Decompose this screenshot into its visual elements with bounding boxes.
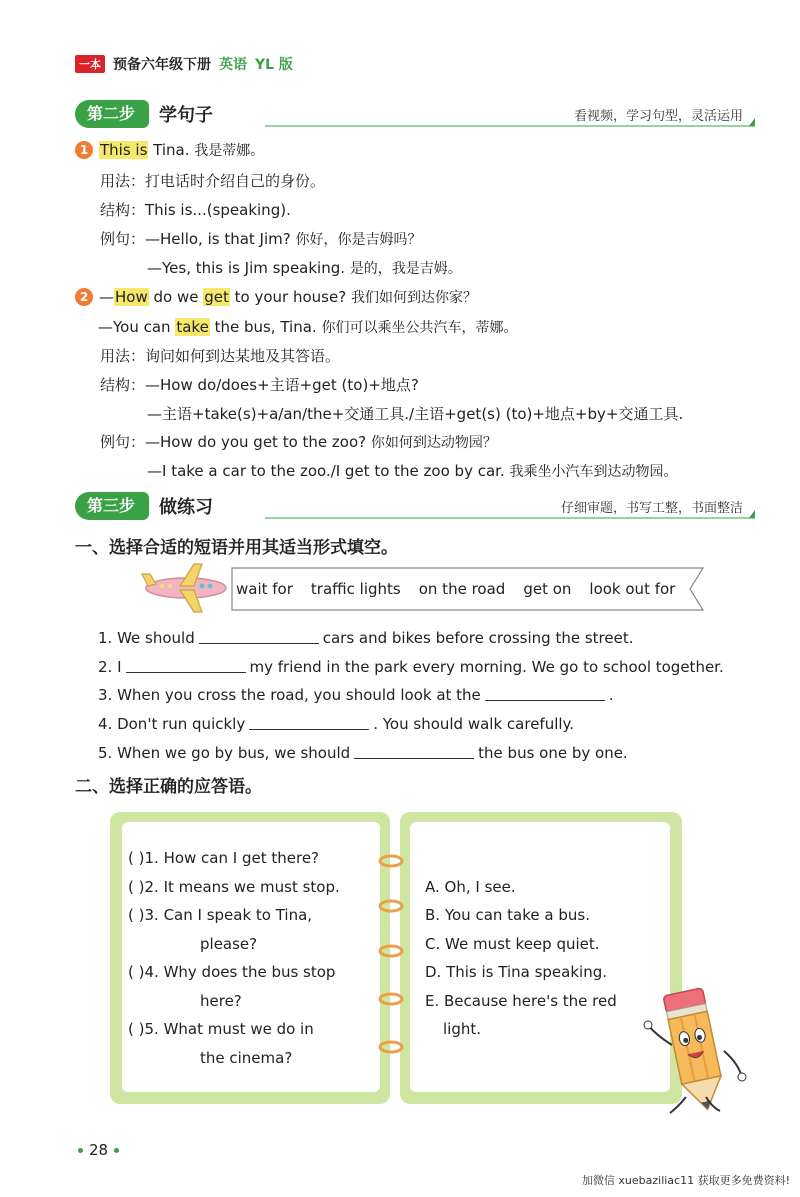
word-bank-item: traffic lights [310, 580, 401, 598]
usage-text: 打电话时介绍自己的身份。 [145, 172, 326, 190]
item-text: 4. Don't run quickly [98, 715, 246, 733]
page-header [75, 53, 293, 75]
answer-paren[interactable]: ( ) [128, 878, 145, 896]
question-3 [128, 905, 312, 925]
s1-structure [100, 200, 291, 220]
example-label: 例句： [100, 433, 146, 451]
sentence-2-question [75, 287, 477, 308]
section-divider [265, 517, 755, 519]
highlight-word: get [204, 288, 229, 306]
s1-example-2 [147, 258, 462, 279]
structure-label: 结构： [100, 376, 146, 394]
item-text: cars and bikes before crossing the street. [322, 629, 634, 647]
s2-usage [100, 346, 340, 366]
question-text: 5. What must we do in [144, 1020, 314, 1038]
example-english: —Hello, is that Jim? [145, 230, 291, 248]
item-text: . [608, 686, 614, 704]
structure-text: —How do/does+主语+get (to)+地点? [145, 376, 419, 394]
s1-example-1 [100, 229, 422, 250]
answer-option-d: D. This is Tina speaking. [425, 963, 607, 981]
binder-ring-icon [376, 990, 406, 1008]
dot-icon [114, 1148, 119, 1153]
sentence-text: the bus, Tina. [209, 318, 317, 336]
section-step2-badge: 第二步 [75, 100, 149, 128]
answer-blank[interactable] [354, 744, 474, 759]
s1-usage [100, 171, 325, 191]
example-label: 例句： [100, 230, 146, 248]
s2-structure-2 [147, 404, 683, 424]
item-text: the bus one by one. [478, 744, 628, 762]
binder-ring-icon [376, 1038, 406, 1056]
word-bank-item: look out for [589, 580, 676, 598]
answer-option-b: B. You can take a bus. [425, 906, 590, 924]
book-title: 预备六年级下册 [113, 57, 211, 73]
question-5 [128, 1019, 314, 1039]
section-step2-bar [75, 98, 755, 130]
usage-label: 用法： [100, 172, 146, 190]
answer-paren[interactable]: ( ) [128, 1020, 145, 1038]
s2-example-2 [147, 461, 678, 482]
item-text: . You should walk carefully. [373, 715, 575, 733]
answer-option-c: C. We must keep quiet. [425, 935, 600, 953]
answer-option-e-cont: light. [443, 1020, 482, 1038]
section-step3-title: 做练习 [159, 497, 214, 518]
section-divider [265, 125, 755, 127]
page-number-text: 28 [89, 1141, 109, 1159]
item-text: 3. When you cross the road, you should look at the [98, 686, 481, 704]
structure-text: This is...(speaking). [145, 201, 291, 219]
item-text: 1. We should [98, 629, 195, 647]
airplane-icon [140, 560, 232, 616]
question-4 [128, 962, 335, 982]
answer-paren[interactable]: ( ) [128, 849, 145, 867]
answer-option-a: A. Oh, I see. [425, 878, 516, 896]
word-bank-item: get on [523, 580, 572, 598]
subject-label: 英语 [219, 57, 247, 73]
section-step2-title: 学句子 [159, 105, 214, 126]
s2-example-1 [100, 432, 497, 453]
answer-blank[interactable] [485, 686, 605, 701]
footer-watermark: 加微信 xuebaziliac11 获取更多免费资料! [581, 1174, 790, 1187]
sentence-text: —You can [98, 318, 176, 336]
number-badge-icon: 1 [75, 141, 93, 159]
question-text: 1. How can I get there? [144, 849, 320, 867]
item-text: 5. When we go by bus, we should [98, 744, 351, 762]
sentence-1 [75, 140, 264, 161]
notebook-right-page [400, 812, 682, 1104]
answer-paren[interactable]: ( ) [128, 906, 145, 924]
s2-structure-1 [100, 375, 419, 395]
sentence-2-answer [98, 317, 517, 338]
dash: — [99, 288, 114, 306]
exercise-1-item [98, 685, 614, 705]
corner-triangle-icon [749, 118, 755, 126]
answer-paren[interactable]: ( ) [128, 963, 145, 981]
answer-option-e: E. Because here's the red [425, 992, 617, 1010]
question-text: 3. Can I speak to Tina, [144, 906, 313, 924]
example-chinese: 你如何到达动物园？ [370, 435, 497, 451]
question-text: 4. Why does the bus stop [144, 963, 336, 981]
answer-blank[interactable] [199, 629, 319, 644]
sentence-translation: 我是蒂娜。 [194, 143, 265, 159]
example-english: —I take a car to the zoo./I get to the zoo by car. [147, 462, 505, 480]
example-english: —Yes, this is Jim speaking. [147, 259, 346, 277]
pencil-mascot-icon [642, 985, 747, 1120]
question-1 [128, 848, 319, 868]
item-text: 2. I [98, 658, 122, 676]
question-text: 2. It means we must stop. [144, 878, 340, 896]
highlight-word: How [115, 288, 148, 306]
highlight-word: take [176, 318, 209, 336]
word-bank [230, 566, 705, 612]
question-5-cont: the cinema? [200, 1049, 293, 1067]
exercise-2-heading: 二、选择正确的应答语。 [75, 777, 262, 797]
structure-text: —主语+take(s)+a/an/the+交通工具./主语+get(s) (to)+地点+by+交通工具. [147, 405, 684, 423]
section-step2-tip: 看视频，学习句型，灵活运用 [566, 105, 743, 124]
exercise-1-item [98, 743, 628, 763]
sentence-translation: 你们可以乘坐公共汽车，蒂娜。 [321, 320, 518, 336]
binder-ring-icon [376, 942, 406, 960]
example-chinese: 你好，你是吉姆吗？ [295, 232, 422, 248]
exercise-1-item [98, 628, 634, 648]
example-english: —How do you get to the zoo? [145, 433, 367, 451]
structure-label: 结构： [100, 201, 146, 219]
question-4-cont: here? [200, 992, 242, 1010]
page-number [72, 1141, 125, 1159]
example-chinese: 我乘坐小汽车到达动物园。 [509, 464, 678, 480]
question-2 [128, 877, 340, 897]
usage-label: 用法： [100, 347, 146, 365]
sentence-translation: 我们如何到达你家？ [350, 290, 477, 306]
sentence-text: do we [148, 288, 204, 306]
answer-blank[interactable] [126, 658, 246, 673]
example-chinese: 是的，我是吉姆。 [349, 261, 462, 277]
usage-text: 询问如何到达某地及其答语。 [145, 347, 341, 365]
sentence-text: Tina. [148, 141, 190, 159]
binder-ring-icon [376, 897, 406, 915]
dot-icon [78, 1148, 83, 1153]
exercise-1-item [98, 657, 724, 677]
question-3-cont: please? [200, 935, 258, 953]
highlight-phrase: This is [100, 141, 148, 159]
exercise-1-heading: 一、选择合适的短语并用其适当形式填空。 [75, 538, 398, 558]
item-text: my friend in the park every morning. We go to school together. [249, 658, 724, 676]
publisher-logo: 一本 [75, 55, 105, 73]
sentence-text: to your house? [229, 288, 347, 306]
edition-label: YL 版 [255, 57, 293, 73]
corner-triangle-icon [749, 510, 755, 518]
binder-ring-icon [376, 852, 406, 870]
word-bank-item: on the road [418, 580, 506, 598]
section-step3-badge: 第三步 [75, 492, 149, 520]
answer-blank[interactable] [249, 715, 369, 730]
exercise-1-item [98, 714, 574, 734]
number-badge-icon: 2 [75, 288, 93, 306]
section-step3-bar [75, 490, 755, 522]
word-bank-item: wait for [236, 580, 293, 598]
section-step3-tip: 仔细审题，书写工整，书面整洁 [553, 497, 743, 516]
